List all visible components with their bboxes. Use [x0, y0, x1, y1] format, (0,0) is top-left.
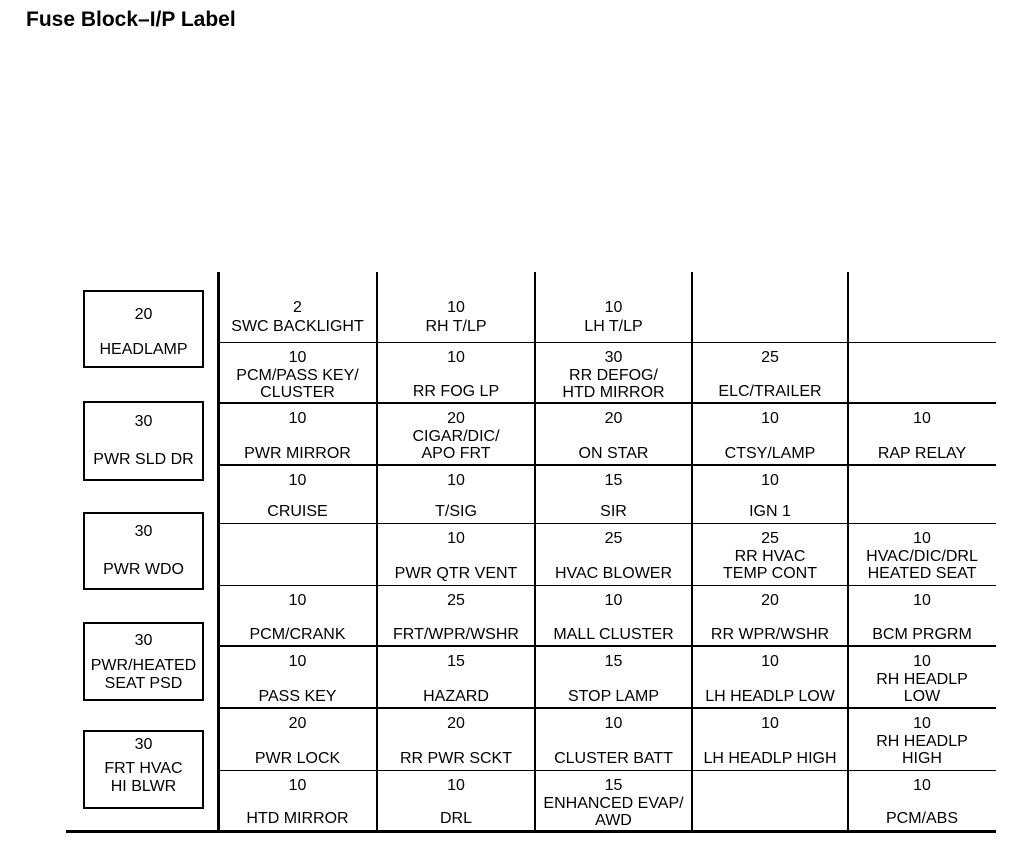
diagram-title: Fuse Block–I/P Label — [26, 8, 236, 31]
fuse-amperage: 10 — [761, 410, 779, 427]
fuse-label: LH HEADLP HIGH — [703, 750, 837, 767]
fuse-amperage: 10 — [761, 472, 779, 489]
fuse-cell — [848, 523, 996, 585]
fuse-label: DRL — [439, 810, 472, 827]
fuse-cell — [377, 403, 535, 465]
fuse-cell — [218, 585, 377, 646]
side-fuse-box — [83, 401, 204, 481]
fuse-amperage: 20 — [447, 410, 465, 427]
fuse-amperage: 20 — [447, 715, 465, 732]
fuse-label: PWR/HEATED SEAT PSD — [90, 657, 197, 693]
fuse-amperage: 25 — [604, 530, 623, 547]
fuse-cell — [848, 465, 996, 523]
fuse-cell — [535, 708, 692, 770]
fuse-label: ELC/TRAILER — [718, 383, 822, 400]
fuse-cell — [692, 523, 848, 585]
fuse-amperage: 10 — [604, 592, 623, 609]
fuse-cell — [377, 465, 535, 523]
fuse-label: PCM/PASS KEY/ CLUSTER — [236, 367, 359, 401]
fuse-label: RR WPR/WSHR — [710, 626, 830, 643]
fuse-label: MALL CLUSTER — [553, 626, 674, 643]
fuse-label: SIR — [600, 503, 627, 520]
fuse-cell — [848, 292, 996, 342]
fuse-amperage: 20 — [134, 306, 153, 323]
fuse-label: ENHANCED EVAP/ AWD — [543, 795, 684, 829]
fuse-label: T/SIG — [435, 503, 477, 520]
fuse-label: PWR WDO — [103, 561, 184, 578]
fuse-cell — [848, 585, 996, 646]
fuse-label: BCM PRGRM — [872, 626, 972, 643]
fuse-label: HVAC BLOWER — [554, 565, 673, 582]
fuse-label: CRUISE — [267, 503, 328, 520]
fuse-amperage: 10 — [288, 592, 307, 609]
fuse-label: HEADLAMP — [99, 341, 188, 358]
fuse-amperage: 10 — [288, 777, 307, 794]
fuse-label: IGN 1 — [749, 503, 791, 520]
fuse-cell — [535, 585, 692, 646]
fuse-label: ON STAR — [578, 445, 649, 462]
fuse-cell — [377, 292, 535, 342]
fuse-amperage: 20 — [288, 715, 307, 732]
fuse-amperage: 10 — [761, 653, 779, 670]
bottom-rule — [66, 830, 996, 833]
fuse-amperage: 30 — [134, 523, 153, 540]
fuse-cell — [692, 342, 848, 403]
fuse-cell — [218, 403, 377, 465]
fuse-amperage: 30 — [134, 632, 153, 649]
fuse-cell — [848, 403, 996, 465]
fuse-cell — [535, 342, 692, 403]
fuse-label: FRT/WPR/WSHR — [393, 626, 519, 643]
side-fuse-box — [83, 290, 204, 368]
fuse-amperage: 10 — [447, 349, 465, 366]
fuse-amperage: 25 — [761, 349, 779, 366]
fuse-cell — [535, 523, 692, 585]
fuse-amperage: 10 — [913, 530, 931, 547]
fuse-label: PCM/CRANK — [249, 626, 346, 643]
fuse-cell — [535, 292, 692, 342]
fuse-amperage: 15 — [447, 653, 465, 670]
fuse-amperage: 25 — [447, 592, 465, 609]
fuse-label: LH T/LP — [584, 318, 643, 335]
fuse-amperage: 10 — [288, 410, 307, 427]
side-fuse-box — [83, 512, 204, 590]
fuse-label: PCM/ABS — [885, 810, 958, 827]
fuse-cell — [692, 770, 848, 830]
fuse-label: RH HEADLP LOW — [876, 671, 968, 705]
fuse-cell — [377, 342, 535, 403]
fuse-amperage: 10 — [288, 472, 307, 489]
fuse-cell — [848, 646, 996, 708]
side-fuse-box — [83, 730, 204, 809]
fuse-label: RR HVAC TEMP CONT — [723, 548, 817, 582]
fuse-cell — [535, 770, 692, 830]
fuse-amperage: 10 — [913, 715, 931, 732]
fuse-amperage: 10 — [761, 715, 779, 732]
fuse-amperage: 10 — [604, 299, 623, 316]
fuse-cell — [218, 292, 377, 342]
fuse-label: RR DEFOG/ HTD MIRROR — [562, 367, 665, 401]
fuse-amperage: 10 — [447, 777, 465, 794]
fuse-cell — [218, 342, 377, 403]
fuse-amperage: 10 — [913, 592, 931, 609]
fuse-label: HAZARD — [423, 688, 489, 705]
fuse-amperage: 10 — [288, 349, 307, 366]
fuse-cell — [692, 465, 848, 523]
fuse-cell — [692, 646, 848, 708]
fuse-cell — [535, 403, 692, 465]
fuse-amperage: 10 — [913, 410, 931, 427]
fuse-label: LH HEADLP LOW — [705, 688, 835, 705]
fuse-amperage: 15 — [604, 777, 623, 794]
fuse-label: RR PWR SCKT — [400, 750, 512, 767]
fuse-label: RH HEADLP HIGH — [876, 733, 968, 767]
fuse-cell — [848, 342, 996, 403]
fuse-amperage: 20 — [761, 592, 779, 609]
fuse-amperage: 10 — [447, 530, 465, 547]
fuse-amperage: 15 — [604, 472, 623, 489]
fuse-amperage: 25 — [761, 530, 779, 547]
fuse-label: PWR LOCK — [254, 750, 341, 767]
fuse-amperage: 15 — [604, 653, 623, 670]
fuse-label: PWR QTR VENT — [394, 565, 518, 582]
fuse-cell — [218, 770, 377, 830]
fuse-amperage: 10 — [604, 715, 623, 732]
fuse-label: CLUSTER BATT — [554, 750, 673, 767]
fuse-amperage: 2 — [293, 299, 302, 316]
fuse-cell — [535, 646, 692, 708]
fuse-amperage: 10 — [447, 472, 465, 489]
fuse-cell — [848, 708, 996, 770]
fuse-label: HTD MIRROR — [246, 810, 349, 827]
fuse-label: PWR SLD DR — [93, 451, 194, 468]
fuse-label: RH T/LP — [425, 318, 487, 335]
fuse-cell — [377, 770, 535, 830]
fuse-cell — [218, 465, 377, 523]
fuse-label: CTSY/LAMP — [724, 445, 816, 462]
fuse-amperage: 10 — [447, 299, 465, 316]
fuse-cell — [377, 708, 535, 770]
fuse-label: CIGAR/DIC/ APO FRT — [412, 428, 500, 462]
fuse-label: PWR MIRROR — [244, 445, 351, 462]
fuse-amperage: 10 — [913, 777, 931, 794]
fuse-amperage: 10 — [288, 653, 307, 670]
fuse-cell — [377, 585, 535, 646]
fuse-cell — [692, 585, 848, 646]
fuse-cell — [218, 708, 377, 770]
fuse-label: PASS KEY — [258, 688, 337, 705]
side-fuse-box — [83, 622, 204, 701]
fuse-label: RAP RELAY — [877, 445, 967, 462]
fuse-cell — [848, 770, 996, 830]
fuse-cell — [218, 523, 377, 585]
fuse-amperage: 20 — [604, 410, 623, 427]
fuse-cell — [692, 292, 848, 342]
fuse-amperage: 30 — [604, 349, 623, 366]
fuse-amperage: 30 — [134, 413, 153, 430]
fuse-label: STOP LAMP — [568, 688, 659, 705]
fuse-label: SWC BACKLIGHT — [231, 318, 364, 335]
fuse-amperage: 30 — [134, 736, 153, 753]
fuse-label: RR FOG LP — [412, 383, 500, 400]
fuse-cell — [377, 646, 535, 708]
fuse-label: FRT HVAC HI BLWR — [104, 760, 183, 796]
fuse-cell — [692, 403, 848, 465]
fuse-label: HVAC/DIC/DRL HEATED SEAT — [866, 548, 978, 582]
fuse-cell — [218, 646, 377, 708]
fuse-amperage: 10 — [913, 653, 931, 670]
fuse-cell — [377, 523, 535, 585]
fuse-cell — [535, 465, 692, 523]
fuse-cell — [692, 708, 848, 770]
